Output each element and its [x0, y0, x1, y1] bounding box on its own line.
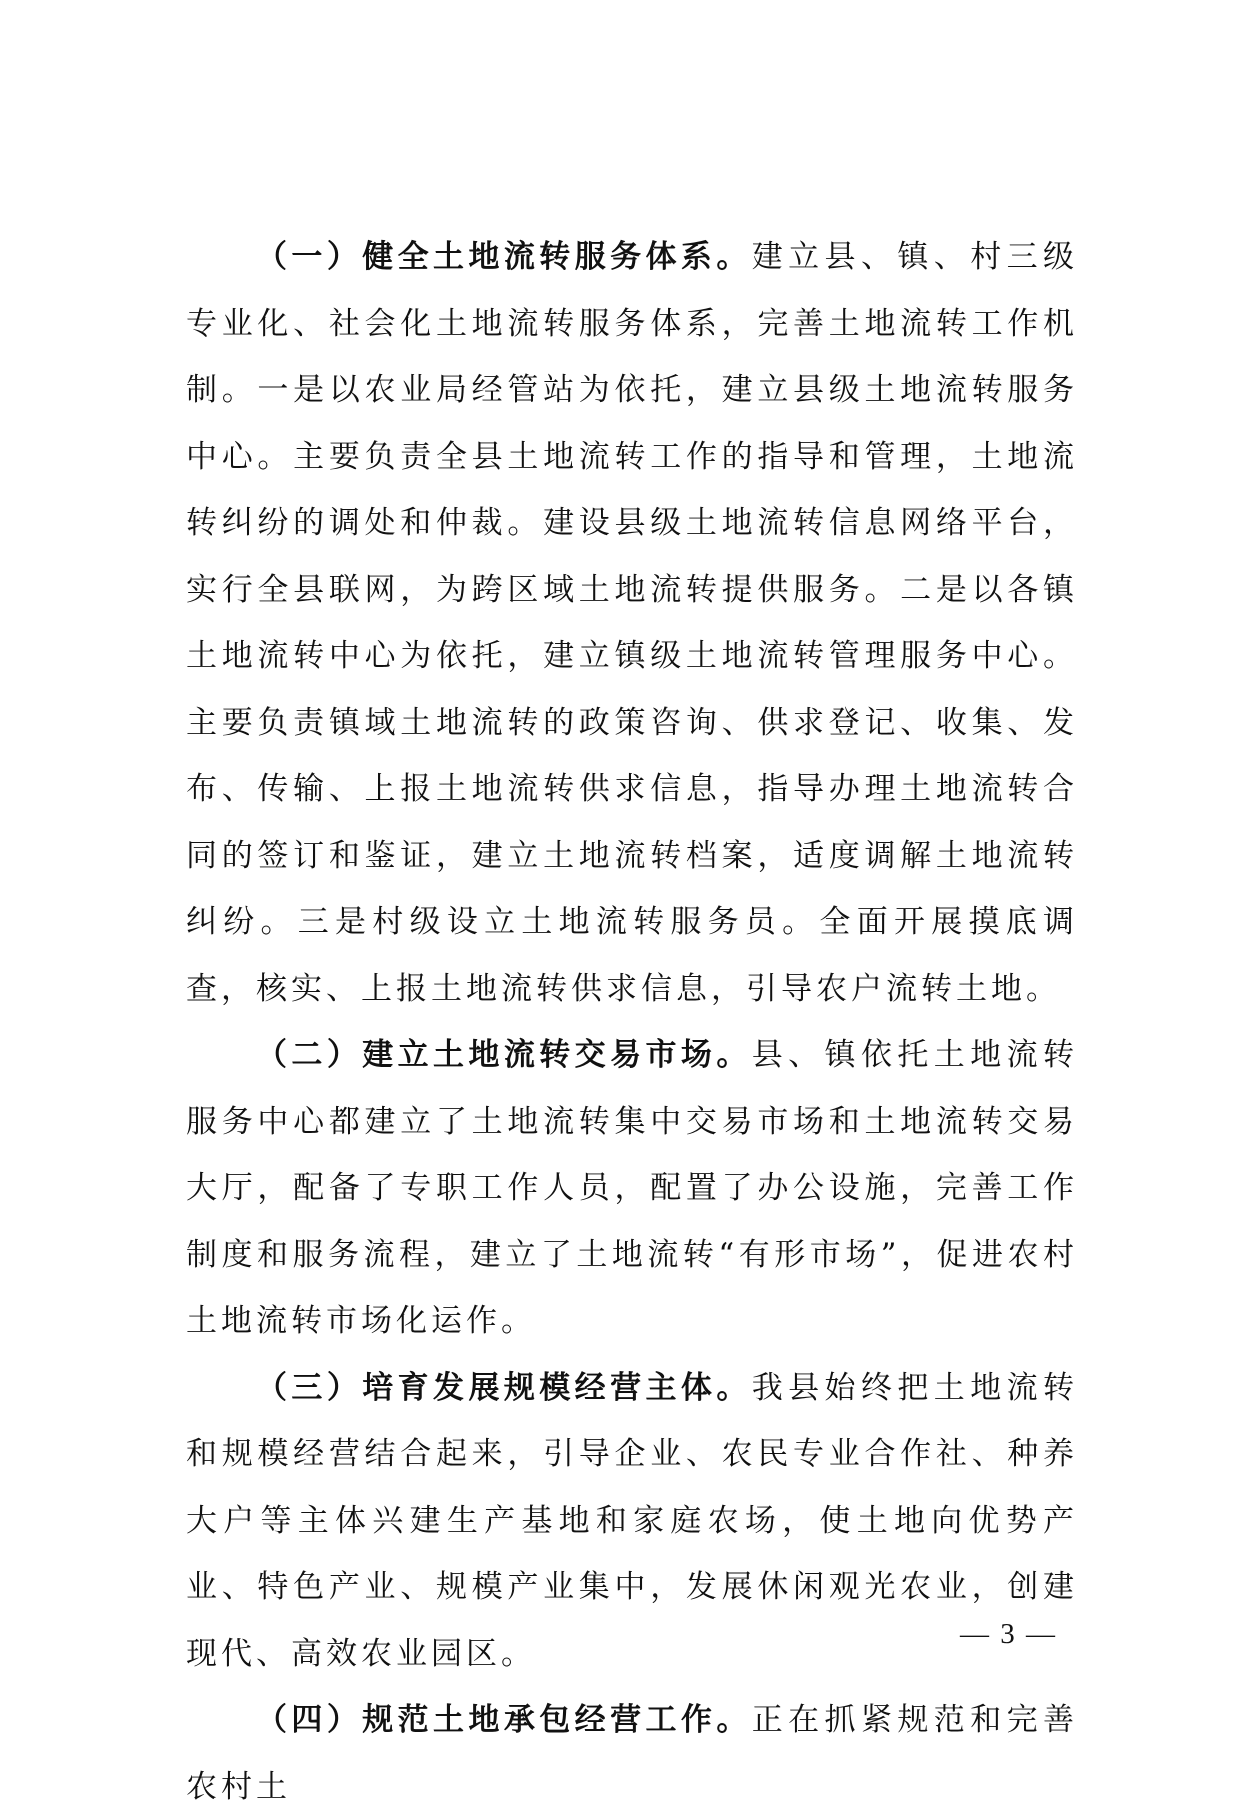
paragraph-3-text: 我县始终把土地流转和规模经营结合起来，引导企业、农民专业合作社、种养大户等主体兴建生产基地和家庭农场，使土地向优势产业、特色产业、规模产业集中，发展休闲观光农业，创建现代、高效农业园区。	[186, 1369, 1079, 1672]
paragraph-4-text: 正在抓紧规范和完善农村土	[186, 1702, 1079, 1805]
paragraph-4-heading: （四）规范土地承包经营工作。	[256, 1702, 752, 1738]
paragraph-2	[186, 1022, 1078, 1355]
paragraph-3	[186, 1355, 1078, 1688]
page-number: — 3 —	[960, 1618, 1057, 1650]
paragraph-4	[186, 1687, 1078, 1820]
paragraph-2-heading: （二）建立土地流转交易市场。	[256, 1037, 752, 1073]
document-body	[186, 224, 1078, 1820]
paragraph-2-text: 县、镇依托土地流转服务中心都建立了土地流转集中交易市场和土地流转交易大厅，配备了专职工作人员，配置了办公设施，完善工作制度和服务流程，建立了土地流转“有形市场”，促进农村土地流转市场化运作。	[186, 1037, 1079, 1339]
paragraph-1-heading: （一）健全土地流转服务体系。	[256, 239, 752, 275]
paragraph-3-heading: （三）培育发展规模经营主体。	[256, 1369, 752, 1406]
paragraph-1	[186, 224, 1078, 1022]
paragraph-1-text: 建立县、镇、村三级专业化、社会化土地流转服务体系，完善土地流转工作机制。一是以农业局经管站为依托，建立县级土地流转服务中心。主要负责全县土地流转工作的指导和管理，土地流转纠纷的调处和仲裁。建设县级土地流转信息网络平台，实行全县联网，为跨区域土地流转提供服务。二是以各镇土地流转中心为依托，建立镇级土地流转管理服务中心。主要负责镇域土地流转的政策咨询、供求登记、收集、发布、传输、上报土地流转供求信息，指导办理土地流转合同的签订和鉴证，建立土地流转档案，适度调解土地流转纠纷。三是村级设立土地流转服务员。全面开展摸底调查，核实、上报土地流转供求信息，引导农户流转土地。	[186, 239, 1079, 1007]
